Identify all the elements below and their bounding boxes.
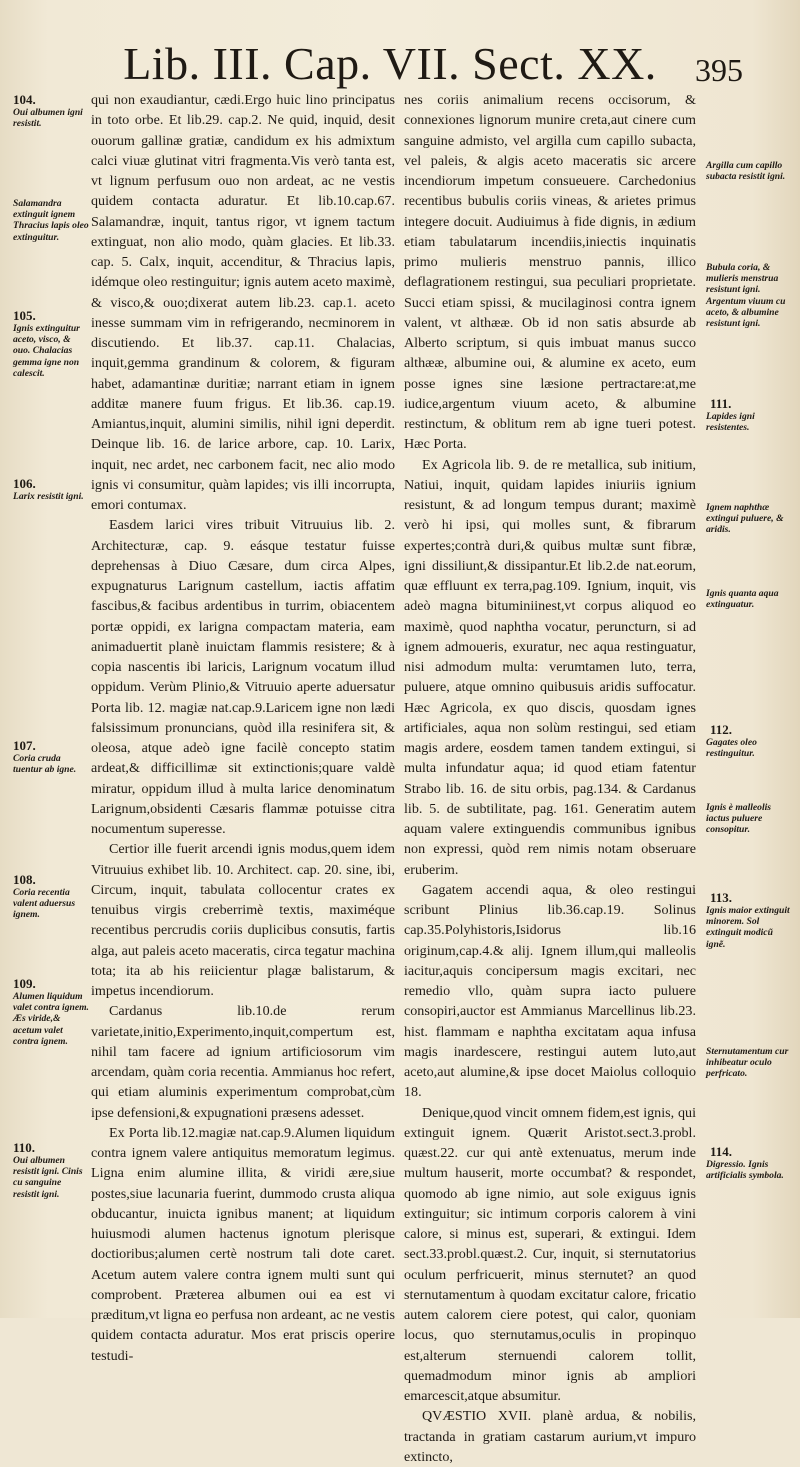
margin-note xyxy=(706,722,790,759)
right-text-column xyxy=(404,90,696,1467)
margin-note xyxy=(706,262,790,329)
paragraph: Gagatem accendi aqua, & oleo restingui scribunt Plinius lib.36.cap.19. Solinus cap.35.Polyhistoris,Isidorus lib.16 originum,cap.4.& alij. Ignem illum,qui malleolis iacitur,aquis concipersum magis excitari, nec remedio vllo, quàm supra iacto puluere consopiri,auctor est Ammianus Marcellinus lib.23. hist. flammam e naphtha excitatam aqua infusa magis inardescere, restingui autem luto,aut aceto,aut alumine,& ipse docet Maiolus colloquio 18. xyxy=(404,881,696,1101)
margin-note-text: Salamandra extinguit ignem Thracius lapis oleo extinguitur. xyxy=(13,198,89,243)
margin-note-number: 109. xyxy=(13,976,36,991)
margin-note xyxy=(13,738,89,775)
paragraph: Ex Porta lib.12.magiæ nat.cap.9.Alumen liquidum contra ignem valere antiquitus memoratum legimus. Ligna enim alumine illita, & viridi ære,siue postes,siue lacunaria fuerint, dummodo crusta aliqua obducantur, inuicta ignibus manent; at liquidum huiusmodi alumen hactenus ignotum plerisque doctioribus;alumen certè nostrum tali dote caret. Acetum autem valere contra ignem multi sunt qui comprobent. Præterea albumen oui ea est vi præditum,vt ligna eo perfusa non ardeant, ac ne vestis quidem contacta aduratur. Mos erat priscis operire testudi- xyxy=(91,1124,395,1364)
margin-note xyxy=(706,160,790,182)
margin-note-number: 111. xyxy=(710,396,732,411)
page-number: 395 xyxy=(695,52,743,88)
left-margin-notes xyxy=(0,0,90,1318)
margin-note xyxy=(706,802,790,836)
margin-note xyxy=(706,588,790,610)
page-header xyxy=(0,36,800,96)
margin-note-number: 104. xyxy=(13,92,36,107)
margin-note-text: Larix resistit igni. xyxy=(13,491,84,502)
margin-note xyxy=(13,308,89,379)
margin-note-text: Oui albumen resistit igni. Cinis cu sanguine resistit igni. xyxy=(13,1155,83,1200)
margin-note xyxy=(706,502,790,536)
running-title: Lib. III. Cap. VII. Sect. XX. xyxy=(123,38,657,89)
margin-note-number: 108. xyxy=(13,872,36,887)
margin-note-number: 113. xyxy=(710,890,733,905)
paragraph: nes coriis animalium recens occisorum, & connexiones lignorum munire creta,aut cinere cum sanguine admisto, vel argilla cum capillo subacta, vel paleis, & algis aceto maceratis sic arcere incendiorum impetum consueuere. Carchedonius recentibus bubulis coriis vineas, & arietes primus integere docuit. Audiuimus à fide dignis, in ædium etiam tabulatarum incendiis,iniectis inquinatis primo mulieris menstruo pannis, illico deflagrationem restingui, sua peculiari proprietate. Succi etiam spissi, & mucilaginosi contra ignem valent, vt althææ. Ob id non satis absurde ab Alberto scriptum, si quis imbuat manus succo althææ, albumine oui, & alumine ex aceto, eum posse ignes sine læsione pertractare:at,me iudice,argentum viuum aceto, & albumine restinctum, & oblitum rem ab igne tueri potest. Hæc Porta. xyxy=(404,92,696,453)
margin-note xyxy=(13,872,89,921)
margin-note-text: Digressio. Ignis artificialis symbola. xyxy=(706,1159,784,1182)
margin-note-number: 110. xyxy=(13,1140,36,1155)
margin-note xyxy=(706,1046,790,1080)
margin-note xyxy=(706,1144,790,1181)
paragraph: Cardanus lib.10.de rerum varietate,initio,Experimento,inquit,compertum est, nihil tam facere ad ignium artificiosorum vim arcendam, quàm coria recentia. Ammianus hoc refert, qui etiam aluminis experimentum comprobat,cùm ipse defensioni,& expugnationi præsens adesset. xyxy=(91,1003,395,1121)
margin-note-number: 112. xyxy=(710,722,733,737)
margin-note-text: Ignis maior extinguit minorem. Sol extinguit modicũ ignẽ. xyxy=(706,905,790,950)
margin-note-number: 107. xyxy=(13,738,36,753)
margin-note xyxy=(13,476,89,502)
margin-note-text: Alumen liquidum valet contra ignem. Æs viride,& acetum valet contra ignem. xyxy=(13,991,89,1047)
margin-note-text: Coria recentia valent aduersus ignem. xyxy=(13,887,76,921)
margin-note xyxy=(13,976,89,1047)
paragraph: Certior ille fuerit arcendi ignis modus,quem idem Vitruuius exhibet lib. 10. Architect. cap. 20. sine, ibi, Circum, inquit, tabulata collocentur crates ex tenuibus virgis creberrimè textis, maximéque recentibus percrudis coriis duplicibus consutis, fartis alga, aut paleis aceto maceratis, circa tegatur machina tota; ita ab his reiicientur plagæ balistarum, & impetus incendiorum. xyxy=(91,841,395,999)
paragraph: Easdem larici vires tribuit Vitruuius lib. 2. Architecturæ, cap. 9. eásque testatur fuisse deprehensas à Diuo Cæsare, dum circa Alpes, expugnaturus Larignum castellum, iactis affatim fascibus,& facibus ardentibus in turrim, obiacentem portæ oppidi, ex larigna compactam materia, eam animaduertit planè inuictam flammis resistere; & à copia nascentis ibi laricis, Larignum vocatum illud oppidum. Verùm Plinio,& Vitruuio aperte aduersatur Porta lib. 12. magiæ nat.cap.9.Laricem igne non lædi falsissimum pronuncians, quòd illa resinifera sit, & oleosa, atque adeò igne facilè concepto statim ardeat,& difficillimæ sit extinctionis;quare valdè miratur, oppidum illud à multa larice denominatum Larignum,obsidenti Cæsaris flammæ potuisse citra nocumentum superesse. xyxy=(91,517,395,837)
margin-note-number: 106. xyxy=(13,476,36,491)
margin-note xyxy=(706,890,790,950)
margin-note-text: Bubula coria, & mulieris menstrua resistunt igni. Argentum viuum cu aceto, & albumine resistunt igni. xyxy=(706,262,786,330)
margin-note xyxy=(13,198,89,243)
margin-note-number: 105. xyxy=(13,308,36,323)
margin-note-number: 114. xyxy=(710,1144,733,1159)
margin-note xyxy=(13,1140,89,1200)
margin-note-text: Ignis extinguitur aceto, visco, & ouo. Chalacias gemma igne non calescit. xyxy=(13,323,80,379)
paragraph: qui non exaudiantur, cædi.Ergo huic lino principatus in toto orbe. Et lib.29. cap.2. Ne quid, inquid, desit ouorum gallinæ gratiæ, candidum ex his admixtum calci viuæ glutinat vitri fragmenta.Vis verò tanta est, vt lignum perfusum ouo non ardeat, ac ne vestis quidem contacta aduratur. Et lib.10.cap.67. Salamandræ, inquit, tantus rigor, vt ignem tactum extinguat, non alio modo, quàm glacies. Et lib.33. cap. 5. Calx, inquit, accenditur, & Thracius lapis, idémque oleo restinguitur; ignis autem aceto maximè, & visco,& ouo;dixerat autem lib.23. cap.1. aceto inesse summam vim in refrigerando, necminorem in discutiendo. Et lib.37. cap.11. Chalacias, inquit,gemma grandinum & colorem, & figuram habet, adamantinæ duritiæ; narrant etiam in ignem additæ manere fuum frigus. Et lib.36. cap.19. Amiantus,inquit, alumini similis, nihil igni deperdit. Deinque lib. 16. de larice arbore, cap. 10. Larix, inquit, nec ardet, nec carbonem facit, nec alio modo ignis vi consumitur, quàm lapides; vis illi incorrupta, emori contumax. xyxy=(91,92,395,513)
margin-note xyxy=(706,396,790,433)
right-margin-notes xyxy=(700,0,800,1318)
margin-note-text: Gagates oleo restinguitur. xyxy=(706,737,757,760)
margin-note-text: Ignis è malleolis iactus puluere consopitur. xyxy=(706,802,772,836)
paragraph: Ex Agricola lib. 9. de re metallica, sub initium, Natiui, inquit, quidam lapides iniuriis ignium resistunt, & ad longum tempus durant; maximè verò hi ipsi, qui molles sunt, & fibrarum expertes;contrà duri,& quibus multæ sunt fibræ, igni dissiliunt,& dissipantur.Et lib.2.de nat.eorum, quæ effluunt ex terra,pag.109. Ignium, inquit, vis adeò magna bituminiinest,vt corpus aliquod eo maximè, quod naphtha vocatur, peruncturn, si ad ignem admoueris, exuratur, nec aqua restinguatur, nisi admodum multa: verumtamen luto, terra, puluere, atque omnino quibusuis aridis suffocatur. Hæc Agricola, ex quo discis, quosdam ignes artificiales, aqua non solùm restingui, sed etiam magis ardere, eosdem tamen tandem extingui, si multa infundatur aqua; id quod etiam fatentur Strabo lib. 16. de situ orbis, pag.134. & Cardanus lib. 5. de subtilitate, pag. 161. Generatim autem aquam valere extinguendis communibus ignibus non expressi, quòd rem nimis notam obseruare eruberim. xyxy=(404,456,696,878)
margin-note-text: Coria cruda tuentur ab igne. xyxy=(13,753,77,776)
margin-note-text: Argilla cum capillo subacta resistit igni. xyxy=(706,160,786,183)
margin-note-text: Ignis quanta aqua extinguatur. xyxy=(706,588,779,611)
left-text-column xyxy=(91,90,395,1366)
margin-note-text: Sternutamentum cur inhibeatur oculo perfricato. xyxy=(706,1046,789,1080)
margin-note-text: Lapides igni resistentes. xyxy=(706,411,755,434)
paragraph: Denique,quod vincit omnem fidem,est ignis, qui extinguit ignem. Quærit Aristot.sect.3.probl. quæst.22. cur qui antè extenuatus, merum inde multum hauserit, morte occumbat? & respondet, quomodo ab igne nimio, aut sole exiguus ignis extinguitur; sic intimum corporis calorem à vini calore, si minus est, superari, & extingui. Idem sect.33.probl.quæst.2. Cur, inquit, si sternutatorius oculum perfricuerit, minus sternutet? an quod sternutamentum à quodam excitatur calore, fricatio autem calorem ciere potest, qui calor, quoniam locus, quo sternutamus,oculis in propinquo est,alterum sternuendi calorem tollit, quemadmodum minor ignis ab ampliori emarcescit,atque absumitur. xyxy=(404,1104,696,1404)
paragraph: QVÆSTIO XVII. planè ardua, & nobilis, tractanda in gratiam castarum aurium,vt impuro extincto, xyxy=(404,1408,696,1465)
margin-note-text: Oui albumen igni resistit. xyxy=(13,107,83,130)
margin-note xyxy=(13,92,89,129)
margin-note-text: Ignem naphthæ extingui puluere, & aridis. xyxy=(706,502,784,536)
